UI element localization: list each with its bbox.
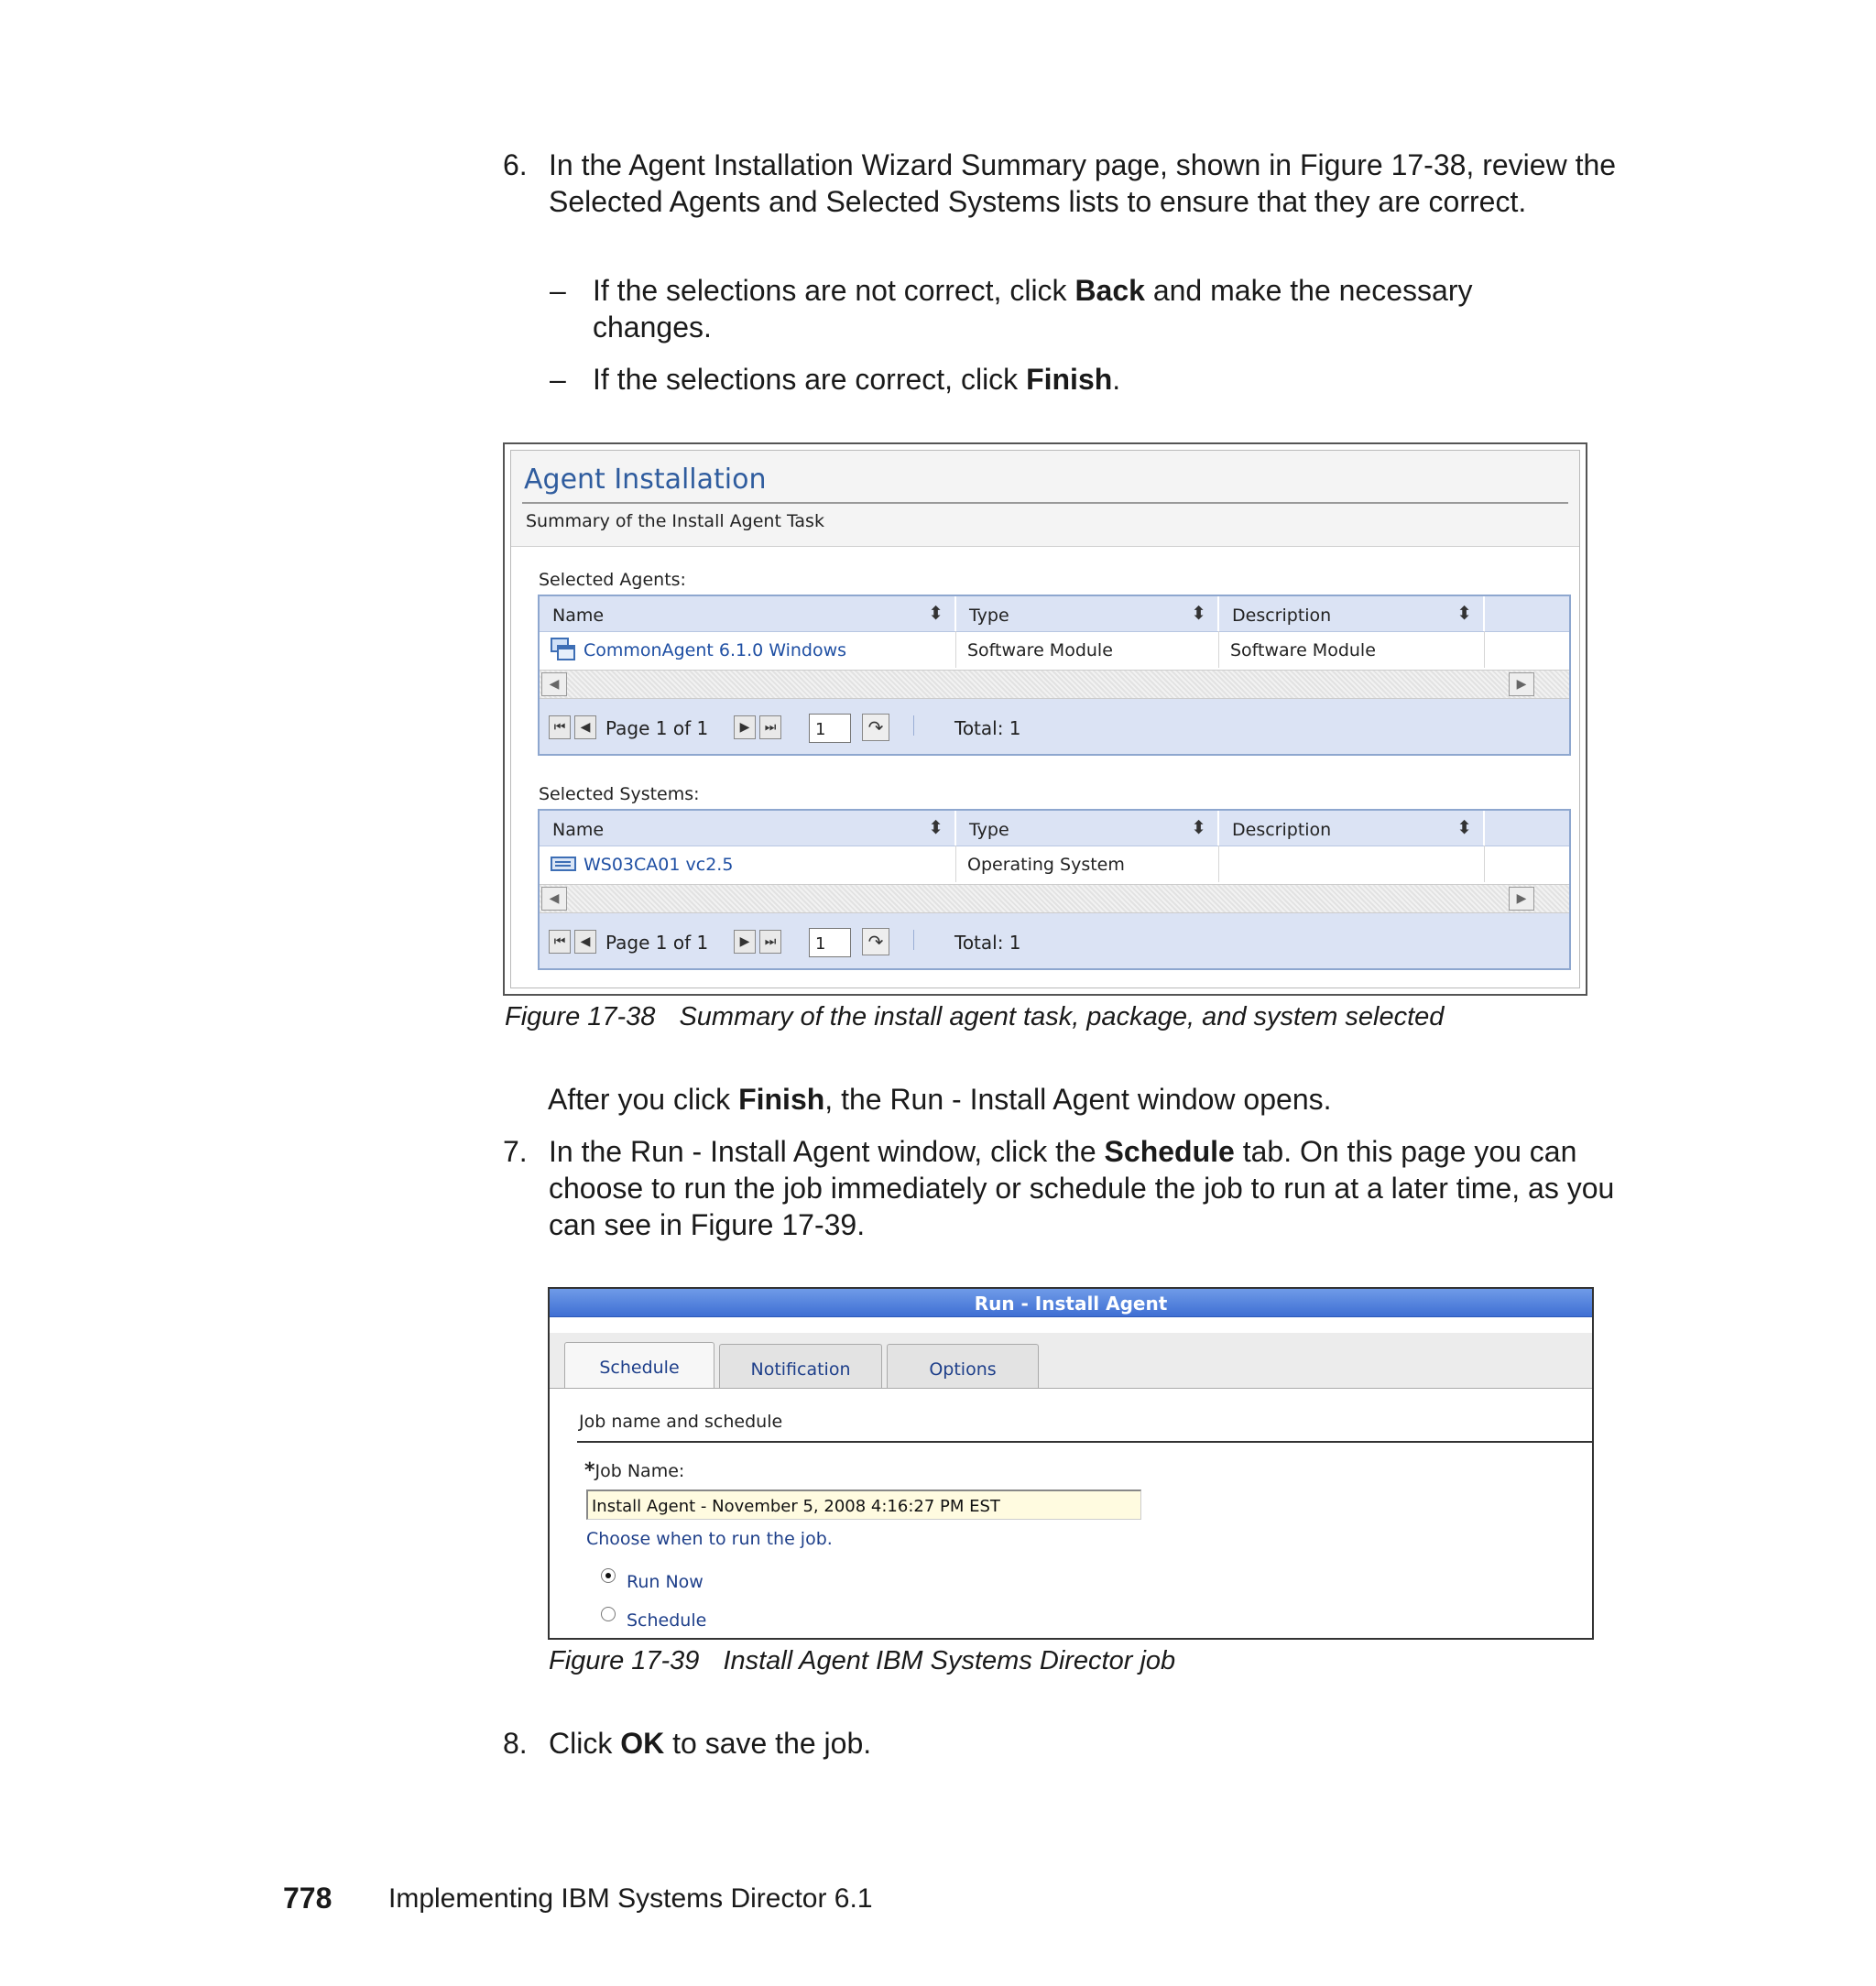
software-package-icon (551, 638, 576, 661)
page-number-input[interactable]: 1 (809, 714, 851, 743)
selected-systems-label: Selected Systems: (539, 784, 700, 804)
required-marker: * (584, 1459, 595, 1482)
caption-label: Figure 17-38 (505, 1002, 656, 1031)
section-title: Job name and schedule (579, 1412, 783, 1432)
book-title: Implementing IBM Systems Director 6.1 (388, 1883, 873, 1914)
go-page-icon[interactable]: ↷ (862, 714, 889, 741)
page-text: Page 1 of 1 (605, 932, 709, 954)
job-name-label: *Job Name: (584, 1459, 685, 1482)
cell-name (540, 846, 956, 882)
first-page-icon[interactable]: ⏮ (549, 930, 571, 954)
section-rule (577, 1441, 1592, 1443)
next-page-icon[interactable]: ▶ (734, 930, 756, 954)
scroll-left-icon[interactable]: ◀ (541, 887, 567, 911)
figure-17-38-caption (505, 1002, 1444, 1032)
total-text: Total: 1 (954, 717, 1021, 739)
column-name[interactable]: Name ⬍ (540, 811, 956, 846)
title-rule (522, 502, 1568, 504)
table-row (540, 846, 1569, 882)
step-number: 6. (503, 148, 528, 181)
figure-17-39-caption (549, 1646, 1175, 1676)
figure-17-38 (503, 442, 1587, 996)
table-header (540, 811, 1569, 846)
sort-icon[interactable]: ⬍ (928, 602, 943, 624)
pager-separator (913, 715, 914, 736)
page-number: 778 (283, 1882, 333, 1915)
pager-separator (913, 930, 914, 950)
panel-subtitle: Summary of the Install Agent Task (526, 511, 824, 531)
dash: – (550, 363, 566, 396)
sort-icon[interactable]: ⬍ (1456, 816, 1472, 838)
panel-title: Agent Installation (524, 464, 767, 496)
after-finish-text: After you click Finish, the Run - Install Agent window opens. (548, 1083, 1332, 1116)
column-name[interactable]: Name ⬍ (540, 596, 956, 631)
cell-description: Software Module (1219, 631, 1485, 668)
agent-name-link[interactable]: CommonAgent 6.1.0 Windows (584, 640, 847, 660)
table-row (540, 631, 1569, 668)
step-number: 7. (503, 1135, 528, 1168)
column-type[interactable]: Type ⬍ (956, 811, 1219, 846)
caption-text: Install Agent IBM Systems Director job (723, 1646, 1176, 1675)
tab-options[interactable]: Options (887, 1344, 1039, 1388)
step-text: In the Agent Installation Wizard Summary page, shown in Figure 17-38, review the Selected Agents and Selected Systems lists to ensure that they are correct. (549, 148, 1617, 218)
dash: – (550, 274, 566, 307)
step-text: Click OK to save the job. (549, 1727, 872, 1760)
column-type[interactable]: Type ⬍ (956, 596, 1219, 631)
go-page-icon[interactable]: ↷ (862, 928, 889, 955)
sort-icon[interactable]: ⬍ (1456, 602, 1472, 624)
next-page-icon[interactable]: ▶ (734, 715, 756, 739)
choose-when-text: Choose when to run the job. (586, 1529, 833, 1549)
system-name-link[interactable]: WS03CA01 vc2.5 (584, 855, 734, 875)
sort-icon[interactable]: ⬍ (1191, 816, 1206, 838)
selected-agents-label: Selected Agents: (539, 570, 686, 590)
sort-icon[interactable]: ⬍ (928, 816, 943, 838)
scroll-left-icon[interactable]: ◀ (541, 672, 567, 696)
step-text: In the Run - Install Agent window, click the Schedule tab. On this page you can choose to run the job immediately or schedule the job to run at a later time, as you can see in Figure 17-39. (549, 1135, 1615, 1241)
page-number-input[interactable]: 1 (809, 928, 851, 957)
bullet-text: If the selections are correct, click Finish. (593, 363, 1121, 396)
bullet-text: If the selections are not correct, click Back and make the necessary changes. (593, 274, 1473, 344)
horizontal-scrollbar[interactable] (540, 884, 1569, 913)
prev-page-icon[interactable]: ◀ (574, 715, 596, 739)
column-description[interactable]: Description ⬍ (1219, 811, 1485, 846)
cell-type: Operating System (956, 846, 1219, 882)
pager (540, 913, 1569, 968)
panel-header (511, 451, 1579, 547)
sort-icon[interactable]: ⬍ (1191, 602, 1206, 624)
scroll-right-icon[interactable]: ▶ (1509, 672, 1534, 696)
radio-label: Run Now (627, 1572, 704, 1592)
caption-label: Figure 17-39 (549, 1646, 700, 1675)
window-title-bar (550, 1289, 1592, 1317)
total-text: Total: 1 (954, 932, 1021, 954)
window-title: Run - Install Agent (974, 1293, 1168, 1315)
horizontal-scrollbar[interactable] (540, 670, 1569, 699)
radio-label: Schedule (627, 1610, 707, 1631)
page-text: Page 1 of 1 (605, 717, 709, 739)
tab-bar (550, 1333, 1592, 1389)
last-page-icon[interactable]: ⏭ (759, 930, 781, 954)
step-number: 8. (503, 1727, 528, 1760)
prev-page-icon[interactable]: ◀ (574, 930, 596, 954)
last-page-icon[interactable]: ⏭ (759, 715, 781, 739)
cell-type: Software Module (956, 631, 1219, 668)
job-name-input[interactable]: Install Agent - November 5, 2008 4:16:27 PM EST (586, 1490, 1141, 1520)
figure-17-39-run-install-agent-window (548, 1287, 1594, 1640)
cell-name (540, 631, 956, 668)
tab-schedule[interactable]: Schedule (564, 1342, 714, 1388)
cell-description (1219, 846, 1485, 882)
radio-button[interactable] (601, 1568, 616, 1583)
first-page-icon[interactable]: ⏮ (549, 715, 571, 739)
table-header (540, 596, 1569, 632)
server-icon (551, 852, 576, 876)
selected-systems-table (538, 809, 1571, 970)
pager (540, 699, 1569, 754)
tab-notification[interactable]: Notification (719, 1344, 882, 1388)
caption-text: Summary of the install agent task, package, and system selected (679, 1002, 1445, 1031)
selected-agents-table (538, 595, 1571, 756)
radio-button[interactable] (601, 1607, 616, 1621)
agent-installation-panel (510, 450, 1580, 988)
column-description[interactable]: Description ⬍ (1219, 596, 1485, 631)
scroll-right-icon[interactable]: ▶ (1509, 887, 1534, 911)
